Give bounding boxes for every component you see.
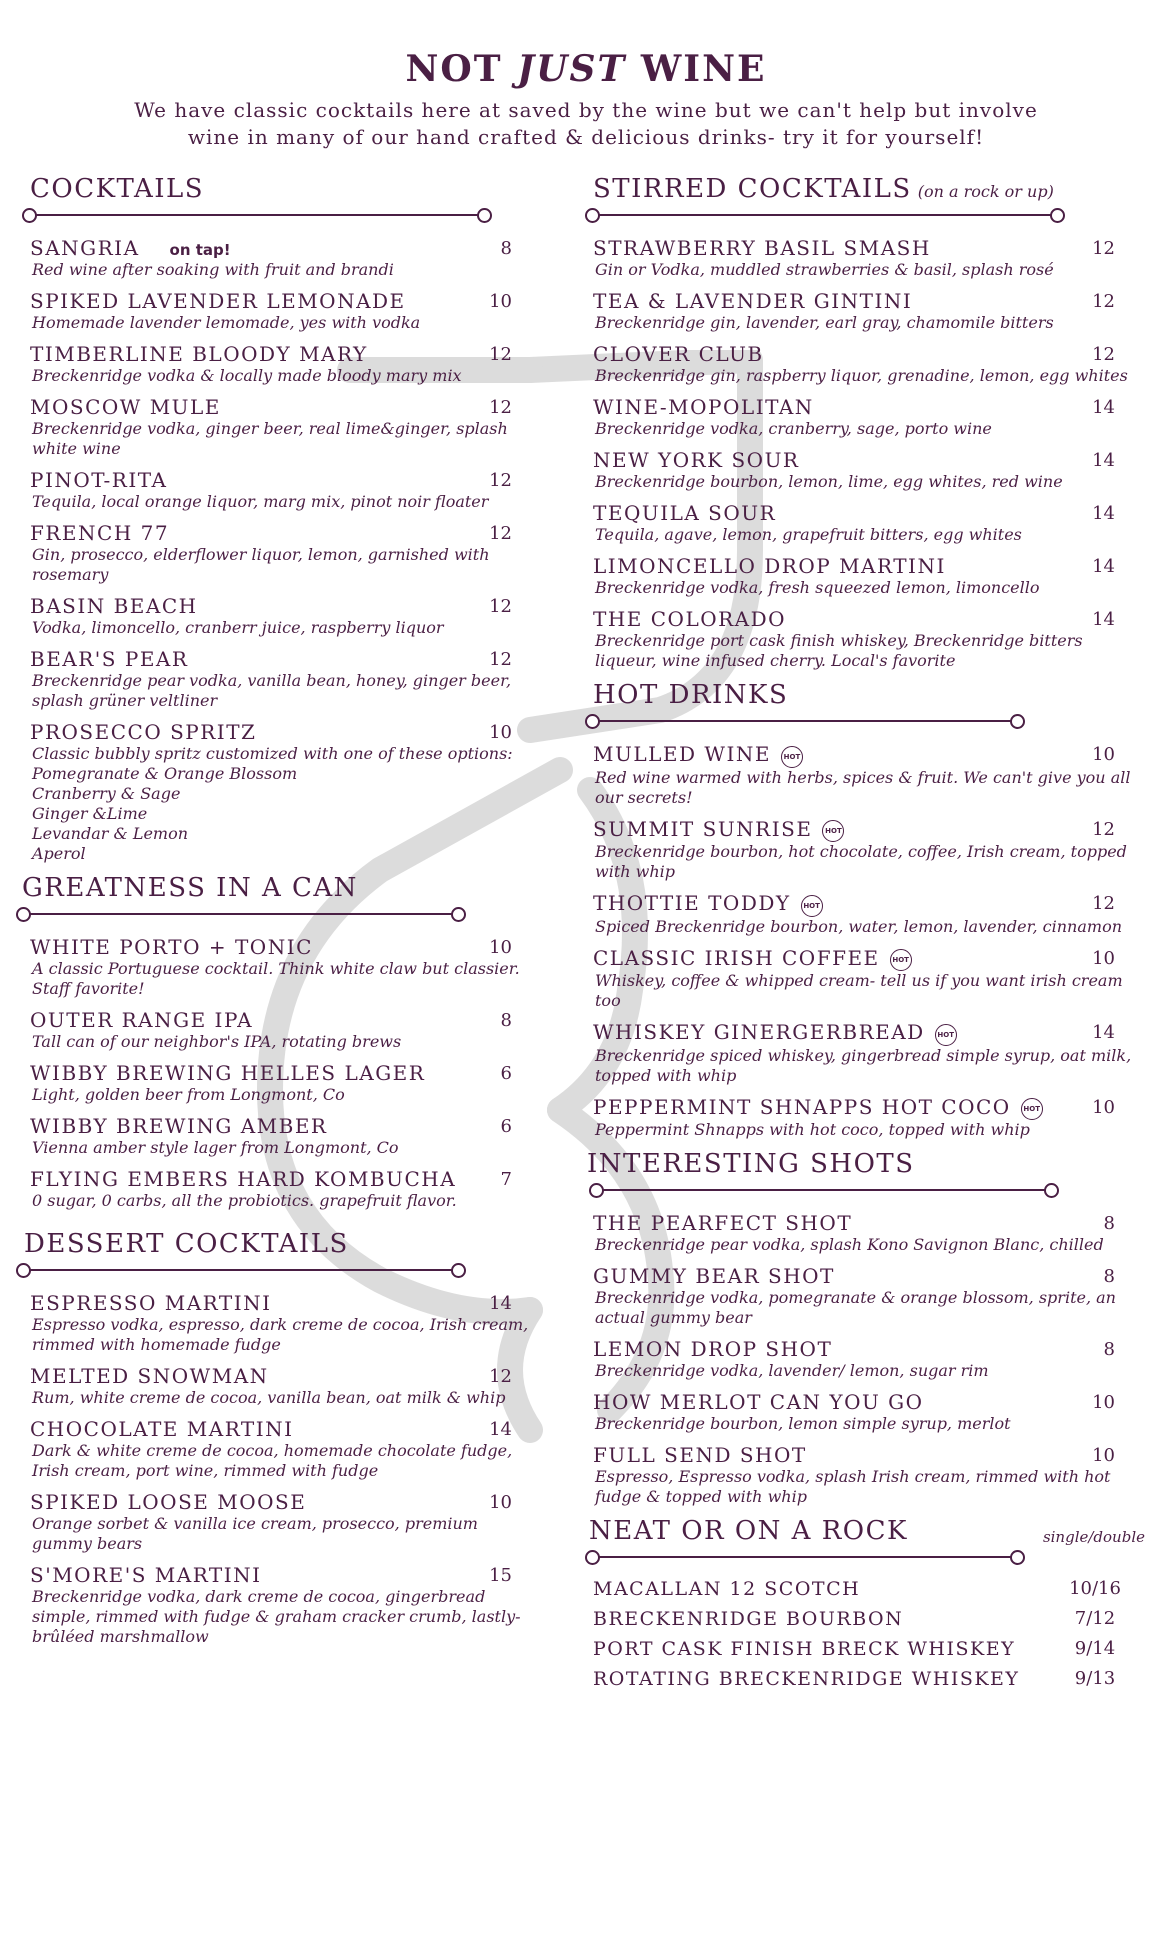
- left-column: [22, 174, 542, 1656]
- item-description: Whiskey, coffee & whipped cream- tell us if you want irish cream too: [595, 971, 1123, 1010]
- item-name: MELTED SNOWMAN: [30, 1364, 269, 1388]
- item-description: Red wine after soaking with fruit and brandi: [32, 260, 394, 279]
- item-description: Breckenridge vodka, lavender/ lemon, sugar rim: [595, 1361, 989, 1380]
- item-description: Dark & white creme de cocoa, homemade chocolate fudge, Irish cream, port wine, rimmed with fudge: [32, 1441, 513, 1480]
- item-price: 12: [489, 1366, 512, 1387]
- item-description: Peppermint Shnapps with hot coco, topped with whip: [595, 1120, 1030, 1139]
- item-price: 7: [500, 1169, 512, 1190]
- section-title: NEAT OR ON A ROCK: [589, 1516, 908, 1546]
- section-neat-or-on-a-rock: [585, 1516, 1145, 1690]
- menu-item: [585, 1337, 1145, 1381]
- item-name: WHISKEY GINERGERBREAD: [593, 1020, 925, 1044]
- menu-item: [22, 935, 542, 999]
- menu-item: [22, 647, 542, 711]
- item-price: 9/13: [1074, 1668, 1116, 1689]
- item-price: 14: [1092, 1022, 1115, 1043]
- item-name: FLYING EMBERS HARD KOMBUCHA: [30, 1167, 457, 1191]
- item-description: Breckenridge vodka, ginger beer, real lime&ginger, splash white wine: [32, 419, 508, 458]
- item-name-row: [593, 501, 1145, 525]
- item-price: 12: [489, 397, 512, 418]
- item-price: 10: [1092, 1392, 1115, 1413]
- item-name: TIMBERLINE BLOODY MARY: [30, 342, 368, 366]
- menu-item: [585, 1211, 1145, 1255]
- item-price: 8: [1103, 1266, 1115, 1287]
- item-price: 12: [1092, 344, 1115, 365]
- menu-item: [585, 1608, 1145, 1630]
- item-price: 8: [1103, 1339, 1115, 1360]
- item-price: 10: [489, 1492, 512, 1513]
- menu-item: [585, 1668, 1145, 1690]
- menu-item: [585, 236, 1145, 280]
- item-name: GUMMY BEAR SHOT: [593, 1264, 835, 1288]
- item-name: S'MORE'S MARTINI: [30, 1563, 262, 1587]
- section-divider: [22, 208, 492, 222]
- item-price: 10: [1092, 744, 1115, 765]
- item-name: MACALLAN 12 SCOTCH: [593, 1578, 861, 1600]
- menu-item: [22, 1417, 542, 1481]
- item-name: MOSCOW MULE: [30, 395, 221, 419]
- item-description: Tall can of our neighbor's IPA, rotating brews: [32, 1032, 402, 1051]
- item-description: Breckenridge vodka, fresh squeezed lemon, limoncello: [595, 578, 1040, 597]
- item-name-row: [593, 607, 1145, 631]
- item-name: NEW YORK SOUR: [593, 448, 800, 472]
- item-description: 0 sugar, 0 carbs, all the probiotics. grapefruit flavor.: [32, 1191, 457, 1210]
- menu-item: [22, 720, 542, 864]
- item-description: Vienna amber style lager from Longmont, Co: [32, 1138, 399, 1157]
- menu-item: [585, 946, 1145, 1012]
- item-price: 12: [1092, 291, 1115, 312]
- item-name: MULLED WINE: [593, 742, 771, 766]
- item-description: Vodka, limoncello, cranberr juice, raspberry liquor: [32, 618, 444, 637]
- menu-item: [585, 1264, 1145, 1328]
- section-title: DESSERT COCKTAILS: [24, 1229, 349, 1259]
- item-description: Breckenridge vodka, dark creme de cocoa, gingerbread simple, rimmed with fudge & graham cracker crumb, lastly- brûléed marshmallow: [32, 1587, 521, 1646]
- item-name-row: [30, 521, 542, 545]
- item-name: ROTATING BRECKENRIDGE WHISKEY: [593, 1668, 1020, 1690]
- item-price: 12: [1092, 818, 1115, 840]
- section-title: GREATNESS IN A CAN: [22, 873, 358, 903]
- intro-text: We have classic cocktails here at saved by the wine but we can't help but involve wine in many of our hand crafted & delicious drinks- try it for yourself!: [134, 98, 1038, 149]
- section-hot-drinks: [585, 680, 1145, 1140]
- item-price: 14: [1092, 503, 1115, 524]
- item-name-row: [30, 1114, 542, 1138]
- item-option: Aperol: [32, 844, 86, 863]
- item-name: SUMMIT SUNRISE: [593, 816, 813, 841]
- item-name-row: [30, 720, 542, 744]
- menu-item: [585, 607, 1145, 671]
- on-tap-badge: on tap!: [169, 241, 231, 259]
- item-name: CLOVER CLUB: [593, 342, 764, 366]
- item-description: Breckenridge gin, lavender, earl gray, chamomile bitters: [595, 313, 1054, 332]
- section-title: HOT DRINKS: [593, 680, 789, 710]
- item-name-row: [30, 1364, 542, 1388]
- item-name-row: [593, 1264, 1145, 1288]
- item-name: PEPPERMINT SHNAPPS HOT COCO: [593, 1094, 1011, 1119]
- menu-item: [22, 1061, 542, 1105]
- section-dessert-cocktails: [22, 1229, 542, 1647]
- menu-item: [585, 1578, 1145, 1600]
- item-name-row: [593, 554, 1145, 578]
- item-name: HOW MERLOT CAN YOU GO: [593, 1390, 924, 1414]
- item-option: Cranberry & Sage: [32, 784, 181, 803]
- section-divider: [16, 1263, 466, 1277]
- item-name-row: [593, 448, 1145, 472]
- right-column: [585, 174, 1145, 1698]
- menu-item: [22, 1364, 542, 1408]
- item-price: 9/14: [1074, 1638, 1116, 1659]
- item-name: THOTTIE TODDY: [593, 891, 791, 915]
- item-price: 10: [1092, 947, 1115, 969]
- item-price: 14: [1092, 397, 1115, 418]
- item-name: WIBBY BREWING HELLES LAGER: [30, 1061, 426, 1085]
- item-name: TEQUILA SOUR: [593, 501, 777, 525]
- item-name-row: [30, 395, 542, 419]
- hot-badge-icon: HOT: [822, 820, 844, 842]
- item-price: 14: [1092, 450, 1115, 471]
- item-price: 14: [1092, 556, 1115, 577]
- menu-item: [22, 1490, 542, 1554]
- item-name: SANGRIA: [30, 236, 140, 260]
- item-name-row: [30, 1061, 542, 1085]
- item-name: THE PEARFECT SHOT: [593, 1211, 853, 1235]
- menu-item: [585, 395, 1145, 439]
- menu-item: [22, 594, 542, 638]
- item-name-row: [593, 289, 1145, 313]
- item-option: Ginger &Lime: [32, 804, 148, 823]
- item-name-row: [30, 935, 542, 959]
- menu-item: [22, 468, 542, 512]
- item-description: Breckenridge vodka, cranberry, sage, porto wine: [595, 419, 992, 438]
- item-name: ESPRESSO MARTINI: [30, 1291, 272, 1315]
- item-name-row: [593, 236, 1145, 260]
- item-name: PROSECCO SPRITZ: [30, 720, 257, 744]
- item-name-row: [30, 647, 542, 671]
- item-name-row: [30, 1490, 542, 1514]
- item-name: WHITE PORTO + TONIC: [30, 935, 313, 959]
- item-name: FULL SEND SHOT: [593, 1443, 807, 1467]
- item-description: Breckenridge vodka & locally made bloody mary mix: [32, 366, 462, 385]
- section-greatness-in-a-can: [22, 873, 542, 1211]
- item-name-row: [30, 1417, 542, 1441]
- item-name-row: [593, 1020, 1145, 1046]
- item-name-row: [593, 1211, 1145, 1235]
- item-name: CLASSIC IRISH COFFEE: [593, 945, 880, 970]
- item-description: Tequila, local orange liquor, marg mix, pinot noir floater: [32, 492, 489, 511]
- item-name: STRAWBERRY BASIL SMASH: [593, 236, 931, 260]
- item-price: 15: [489, 1565, 512, 1586]
- item-price: 8: [500, 1010, 512, 1031]
- item-description: Gin, prosecco, elderflower liquor, lemon, garnished with rosemary: [32, 545, 490, 584]
- item-description: Red wine warmed with herbs, spices & fruit. We can't give you all our secrets!: [595, 767, 1131, 807]
- item-description: Breckenridge bourbon, lemon, lime, egg whites, red wine: [595, 472, 1063, 491]
- item-name-row: [30, 468, 542, 492]
- page-title: NOT JUST WINE: [405, 48, 767, 90]
- item-name-row: [30, 1563, 542, 1587]
- item-price: 14: [489, 1419, 512, 1440]
- menu-item: [585, 342, 1145, 386]
- item-price: 6: [500, 1116, 512, 1137]
- item-name: CHOCOLATE MARTINI: [30, 1417, 294, 1441]
- menu-item: [585, 501, 1145, 545]
- menu-item: [585, 1095, 1145, 1141]
- hot-badge-icon: HOT: [781, 746, 803, 768]
- item-name-row: [593, 891, 1145, 917]
- hot-badge-icon: HOT: [890, 949, 912, 971]
- item-price: 12: [489, 523, 512, 544]
- item-name-row: [593, 395, 1145, 419]
- item-description: Gin or Vodka, muddled strawberries & basil, splash rosé: [595, 260, 1054, 279]
- item-description: Tequila, agave, lemon, grapefruit bitters, egg whites: [595, 525, 1022, 544]
- menu-item: [22, 1167, 542, 1211]
- item-description: Espresso, Espresso vodka, splash Irish cream, rimmed with hot fudge & topped with whip: [595, 1467, 1111, 1506]
- section-divider: [16, 907, 466, 921]
- item-name: SPIKED LAVENDER LEMONADE: [30, 289, 406, 313]
- item-name: FRENCH 77: [30, 521, 170, 545]
- menu-item: [585, 1020, 1145, 1086]
- item-name-row: [593, 1443, 1145, 1467]
- hot-badge-icon: HOT: [1021, 1098, 1043, 1120]
- item-name: SPIKED LOOSE MOOSE: [30, 1490, 307, 1514]
- menu-item: [22, 521, 542, 585]
- price-format-note: single/double: [1042, 1528, 1145, 1546]
- item-name-row: [593, 946, 1145, 972]
- item-price: 10: [1092, 1445, 1115, 1466]
- item-description: Classic bubbly spritz customized with one of these options:: [32, 744, 513, 763]
- item-name-row: [30, 594, 542, 618]
- item-name: LEMON DROP SHOT: [593, 1337, 833, 1361]
- menu-item: [22, 395, 542, 459]
- item-description: Espresso vodka, espresso, dark creme de cocoa, Irish cream, rimmed with homemade fudge: [32, 1315, 529, 1354]
- section-title: INTERESTING SHOTS: [587, 1149, 915, 1179]
- item-price: 10: [489, 722, 512, 743]
- menu-item: [22, 1291, 542, 1355]
- item-description: Breckenridge pear vodka, vanilla bean, honey, ginger beer, splash grüner veltliner: [32, 671, 512, 710]
- section-note: (on a rock or up): [917, 182, 1054, 201]
- item-price: 12: [1092, 238, 1115, 259]
- item-description: Breckenridge port cask finish whiskey, Breckenridge bitters liqueur, wine infused cherry. Local's favorite: [595, 631, 1083, 670]
- item-name-row: [30, 236, 542, 260]
- menu-item: [585, 891, 1145, 937]
- item-name: BRECKENRIDGE BOURBON: [593, 1608, 904, 1630]
- item-name: BASIN BEACH: [30, 594, 198, 618]
- section-cocktails: [22, 174, 542, 864]
- section-title: STIRRED COCKTAILS: [593, 174, 912, 204]
- item-price: 12: [489, 344, 512, 365]
- item-description: Spiced Breckenridge bourbon, water, lemon, lavender, cinnamon: [595, 916, 1123, 936]
- item-name: LIMONCELLO DROP MARTINI: [593, 554, 946, 578]
- item-price: 6: [500, 1063, 512, 1084]
- item-name-row: [593, 742, 1145, 768]
- item-name: WIBBY BREWING AMBER: [30, 1114, 328, 1138]
- item-description: Homemade lavender lemomade, yes with vodka: [32, 313, 421, 332]
- item-name-row: [30, 1291, 542, 1315]
- menu-item: [585, 289, 1145, 333]
- section-title: COCKTAILS: [30, 174, 205, 204]
- hot-badge-icon: HOT: [935, 1024, 957, 1046]
- item-price: 10: [489, 291, 512, 312]
- menu-item: [22, 342, 542, 386]
- item-name-row: [593, 817, 1145, 843]
- item-description: Breckenridge gin, raspberry liquor, grenadine, lemon, egg whites: [595, 366, 1128, 385]
- item-name: TEA & LAVENDER GINTINI: [593, 289, 913, 313]
- menu-item: [22, 1563, 542, 1647]
- item-description: Breckenridge pear vodka, splash Kono Savignon Blanc, chilled: [595, 1235, 1104, 1254]
- item-price: 7/12: [1074, 1608, 1116, 1629]
- item-price: 8: [500, 238, 512, 259]
- item-name-row: [30, 1167, 542, 1191]
- menu-item: [22, 1008, 542, 1052]
- menu-item: [585, 742, 1145, 808]
- item-description: Breckenridge bourbon, lemon simple syrup, merlot: [595, 1414, 1011, 1433]
- item-price: 14: [489, 1293, 512, 1314]
- item-name-row: [593, 1337, 1145, 1361]
- item-description: Light, golden beer from Longmont, Co: [32, 1085, 345, 1104]
- item-price: 14: [1092, 609, 1115, 630]
- item-description: Rum, white creme de cocoa, vanilla bean, oat milk & whip: [32, 1388, 506, 1407]
- item-name: PINOT-RITA: [30, 468, 168, 492]
- item-name-row: [593, 342, 1145, 366]
- menu-item: [585, 554, 1145, 598]
- item-price: 12: [489, 649, 512, 670]
- section-divider: [589, 1183, 1059, 1197]
- item-description: Breckenridge bourbon, hot chocolate, coffee, Irish cream, topped with whip: [595, 842, 1127, 881]
- item-name-row: [30, 1008, 542, 1032]
- item-description: Breckenridge spiced whiskey, gingerbread simple syrup, oat milk, topped with whip: [595, 1045, 1132, 1085]
- item-price: 12: [489, 596, 512, 617]
- item-name: WINE-MOPOLITAN: [593, 395, 814, 419]
- item-name: THE COLORADO: [593, 607, 787, 631]
- item-description: Orange sorbet & vanilla ice cream, prosecco, premium gummy bears: [32, 1514, 478, 1553]
- menu-item: [585, 1390, 1145, 1434]
- item-description: Breckenridge vodka, pomegranate & orange blossom, sprite, an actual gummy bear: [595, 1288, 1116, 1327]
- item-name: OUTER RANGE IPA: [30, 1008, 254, 1032]
- item-option: Levandar & Lemon: [32, 824, 189, 843]
- item-name-row: [30, 342, 542, 366]
- menu-item: [585, 1638, 1145, 1660]
- item-price: 8: [1103, 1213, 1115, 1234]
- menu-item: [585, 1443, 1145, 1507]
- item-price: 10: [1092, 1096, 1115, 1118]
- menu-item: [22, 1114, 542, 1158]
- item-option: Pomegranate & Orange Blossom: [32, 764, 298, 783]
- item-description: A classic Portuguese cocktail. Think white claw but classier. Staff favorite!: [32, 959, 520, 998]
- item-name-row: [593, 1390, 1145, 1414]
- section-divider: [585, 208, 1065, 222]
- item-price: 12: [489, 470, 512, 491]
- section-divider: [585, 1550, 1025, 1564]
- menu-item: [585, 817, 1145, 883]
- item-name: BEAR'S PEAR: [30, 647, 189, 671]
- item-price: 10/16: [1069, 1578, 1121, 1599]
- menu-item: [585, 448, 1145, 492]
- menu-item: [22, 289, 542, 333]
- section-divider: [585, 714, 1025, 728]
- section-interesting-shots: [585, 1149, 1145, 1507]
- section-stirred-cocktails: [585, 174, 1145, 671]
- menu-item: [22, 236, 542, 280]
- item-name-row: [30, 289, 542, 313]
- item-name-row: [593, 1095, 1145, 1121]
- item-name: PORT CASK FINISH BRECK WHISKEY: [593, 1638, 1016, 1660]
- item-price: 12: [1092, 893, 1115, 914]
- item-price: 10: [489, 937, 512, 958]
- hot-badge-icon: HOT: [801, 895, 823, 917]
